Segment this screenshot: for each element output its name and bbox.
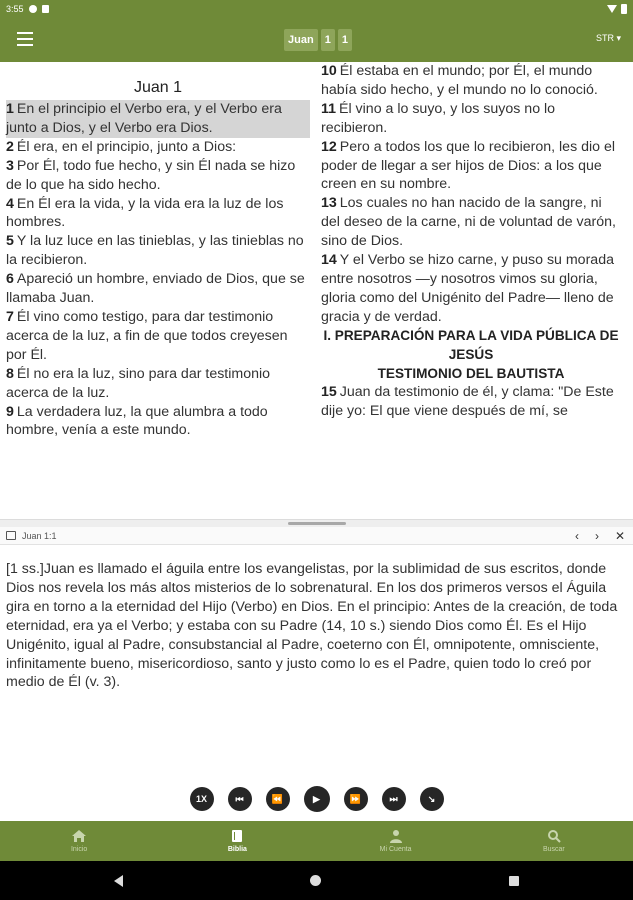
menu-icon[interactable] — [17, 32, 33, 46]
book-selector[interactable]: Juan — [284, 29, 318, 51]
status-bar — [0, 0, 633, 18]
version-selector[interactable]: STR ▾ — [595, 33, 621, 43]
reader-column-left — [6, 62, 310, 440]
previous-note-button[interactable]: ‹ — [574, 528, 579, 543]
nav-biblia[interactable] — [158, 821, 316, 861]
rewind-icon[interactable]: ⏪ — [266, 787, 290, 811]
app-bar — [0, 18, 633, 62]
drag-handle[interactable] — [288, 522, 346, 525]
nav-inicio[interactable] — [0, 821, 158, 861]
verse-text: Él era, en el principio, junto a Dios: — [16, 138, 237, 155]
verse-text: Juan da testimonio de él, y clama: "De Este dije yo: El que viene después de mí, se — [321, 384, 614, 420]
verse-number: 9 — [6, 403, 14, 420]
verse-number: 8 — [6, 365, 14, 382]
section-heading: I. PREPARACIÓN PARA LA VIDA PÚBLICA DE JESÚS — [323, 327, 619, 362]
verse[interactable] — [321, 251, 621, 327]
wifi-icon — [607, 5, 617, 13]
verse[interactable] — [6, 365, 310, 403]
battery-icon — [621, 4, 627, 14]
verse[interactable] — [6, 232, 310, 270]
verse[interactable] — [321, 62, 621, 100]
verse-number: 11 — [321, 100, 336, 117]
nav-buscar[interactable] — [475, 821, 633, 861]
verse[interactable] — [6, 195, 310, 233]
bottom-navigation — [0, 821, 633, 861]
verse-number: 3 — [6, 157, 14, 174]
verse-number: 15 — [321, 384, 337, 401]
collapse-icon[interactable]: ↘ — [420, 787, 444, 811]
fast-forward-icon[interactable]: ⏩ — [344, 787, 368, 811]
verse-number: 6 — [6, 271, 14, 288]
nav-label: Buscar — [542, 846, 565, 853]
verse-number: 12 — [321, 138, 337, 155]
chapter-title: Juan 1 — [133, 79, 183, 96]
verse[interactable] — [6, 270, 310, 308]
verse-number: 13 — [321, 195, 337, 212]
nav-label: Mi Cuenta — [379, 846, 412, 853]
verse-number: 10 — [321, 63, 337, 79]
verse-selector[interactable]: 1 — [338, 29, 352, 51]
verse-text: En el principio el Verbo era, y el Verbo era junto a Dios, y el Verbo era Dios. — [6, 101, 282, 136]
verse-number: 4 — [6, 195, 14, 212]
previous-verse-icon[interactable]: ⏮ — [228, 787, 252, 811]
verse-text: Pero a todos los que lo recibieron, les dio el poder de llegar a ser hijos de Dios: a los que creen en su nombre. — [321, 138, 616, 193]
verse-text: Por Él, todo fue hecho, y sin Él nada se hizo de lo que ha sido hecho. — [6, 157, 296, 193]
note-panel-header — [0, 527, 633, 545]
nav-label: Biblia — [227, 846, 247, 853]
verse-text: Y el Verbo se hizo carne, y puso su morada entre nosotros —y nosotros vimos su gloria, gloria como del Unigénito del Padre— lleno de gracia y de verdad. — [321, 252, 614, 325]
back-icon[interactable] — [114, 875, 123, 887]
recent-apps-icon[interactable] — [509, 876, 519, 886]
book-icon — [229, 829, 245, 843]
bible-reader — [0, 62, 633, 520]
close-note-button[interactable]: ✕ — [614, 528, 625, 543]
verse[interactable] — [321, 100, 621, 138]
verse-text: Él vino como testigo, para dar testimonio acerca de la luz, a fin de que todos creyesen por Él. — [6, 308, 288, 363]
reader-column-right — [321, 62, 621, 421]
storage-icon — [42, 5, 49, 13]
verse-number: 1 — [6, 101, 14, 117]
verse-number: 14 — [321, 252, 337, 269]
verse-number: 5 — [6, 233, 14, 250]
verse-text: Y la luz luce en las tinieblas, y las tinieblas no la recibieron. — [6, 233, 304, 269]
next-verse-icon[interactable]: ⏭ — [382, 787, 406, 811]
note-body: [1 ss.]Juan es llamado el águila entre los evangelistas, por la sublimidad de sus escritos, donde Dios nos revela los más altos misterios de lo sobrenatural. En los dos primeros versos el Águila gira en torno a la eternidad del Hijo (Verbo) en Dios. En el principio: Antes de la creación, de toda eternidad, era ya el Verbo; y estaba con su Padre (14, 10 s.) siendo Dios como Él. Es el Hijo Unigénito, igual al Padre, consubstancial al Padre, coeterno con Él, omnipotente, omnisciente, infinitamente bueno, misericordioso, santo y justo como lo es el Padre, quien todo lo creó por medio de Él (v. 3). — [6, 561, 618, 691]
split-divider[interactable] — [0, 519, 633, 527]
verse[interactable] — [6, 308, 310, 365]
note-reference: Juan 1:1 — [22, 530, 57, 541]
reference-selector — [284, 29, 352, 51]
verse[interactable] — [6, 403, 310, 441]
verse-text: Él estaba en el mundo; por Él, el mundo había sido hecho, y el mundo no lo conoció. — [321, 63, 598, 98]
nav-mi-cuenta[interactable] — [317, 821, 475, 861]
play-icon[interactable]: ▶ — [304, 786, 330, 812]
person-icon — [388, 829, 404, 843]
section-subheading: TESTIMONIO DEL BAUTISTA — [377, 365, 565, 381]
verse[interactable] — [6, 138, 310, 157]
verse[interactable] — [321, 383, 621, 421]
verse-number: 7 — [6, 308, 14, 325]
verse-text: Él vino a lo suyo, y los suyos no lo recibieron. — [321, 100, 556, 136]
status-time: 3:55 — [6, 4, 24, 14]
audio-player — [0, 785, 633, 813]
verse-number: 2 — [6, 138, 14, 155]
next-note-button[interactable]: › — [594, 528, 599, 543]
home-icon — [71, 829, 87, 843]
system-navigation-bar — [0, 861, 633, 900]
search-icon — [546, 829, 562, 843]
chapter-selector[interactable]: 1 — [321, 29, 335, 51]
verse-text: Apareció un hombre, enviado de Dios, que se llamaba Juan. — [6, 271, 305, 307]
verse-selected[interactable] — [6, 100, 310, 138]
home-button-icon[interactable] — [310, 875, 321, 886]
verse[interactable] — [321, 194, 621, 251]
verse-text: La verdadera luz, la que alumbra a todo hombre, venía a este mundo. — [6, 403, 268, 439]
verse[interactable] — [6, 157, 310, 195]
speed-button[interactable]: 1X — [190, 787, 214, 811]
note-icon — [6, 531, 16, 540]
notification-icon — [29, 5, 37, 13]
verse-text: En Él era la vida, y la vida era la luz de los hombres. — [6, 195, 284, 231]
verse[interactable] — [321, 138, 621, 195]
verse-text: Los cuales no han nacido de la sangre, ni del deseo de la carne, ni de voluntad de varón, sino de Dios. — [321, 195, 616, 250]
verse-text: Él no era la luz, sino para dar testimonio acerca de la luz. — [6, 365, 271, 401]
nav-label: Inicio — [70, 846, 88, 853]
